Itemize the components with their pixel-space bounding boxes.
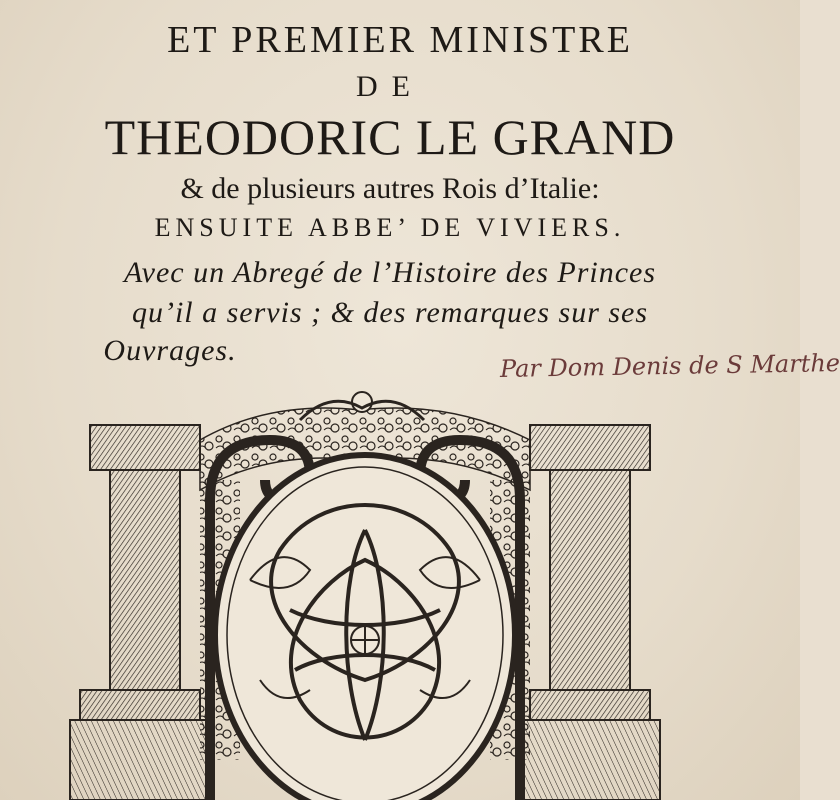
title-line-2: DE	[356, 70, 424, 103]
title-line-4: & de plusieurs autres Rois d’Italie:	[180, 172, 600, 205]
title-line-8: Ouvrages.	[103, 334, 237, 367]
monogram-cartouche	[215, 455, 515, 800]
woodcut-ornament	[70, 380, 660, 800]
left-pedestal	[70, 425, 210, 800]
title-line-1: ET PREMIER MINISTRE	[167, 19, 633, 61]
title-line-5: ENSUITE ABBE’ DE VIVIERS.	[154, 213, 626, 242]
title-line-3: THEODORIC LE GRAND	[104, 109, 676, 165]
title-line-7: qu’il a servis ; & des remarques sur ses	[131, 296, 649, 329]
right-pedestal	[520, 425, 660, 800]
handwritten-inscription: Par Dom Denis de S Marthe	[499, 349, 840, 383]
title-line-6: Avec un Abregé de l’Histoire des Princes	[123, 256, 657, 289]
